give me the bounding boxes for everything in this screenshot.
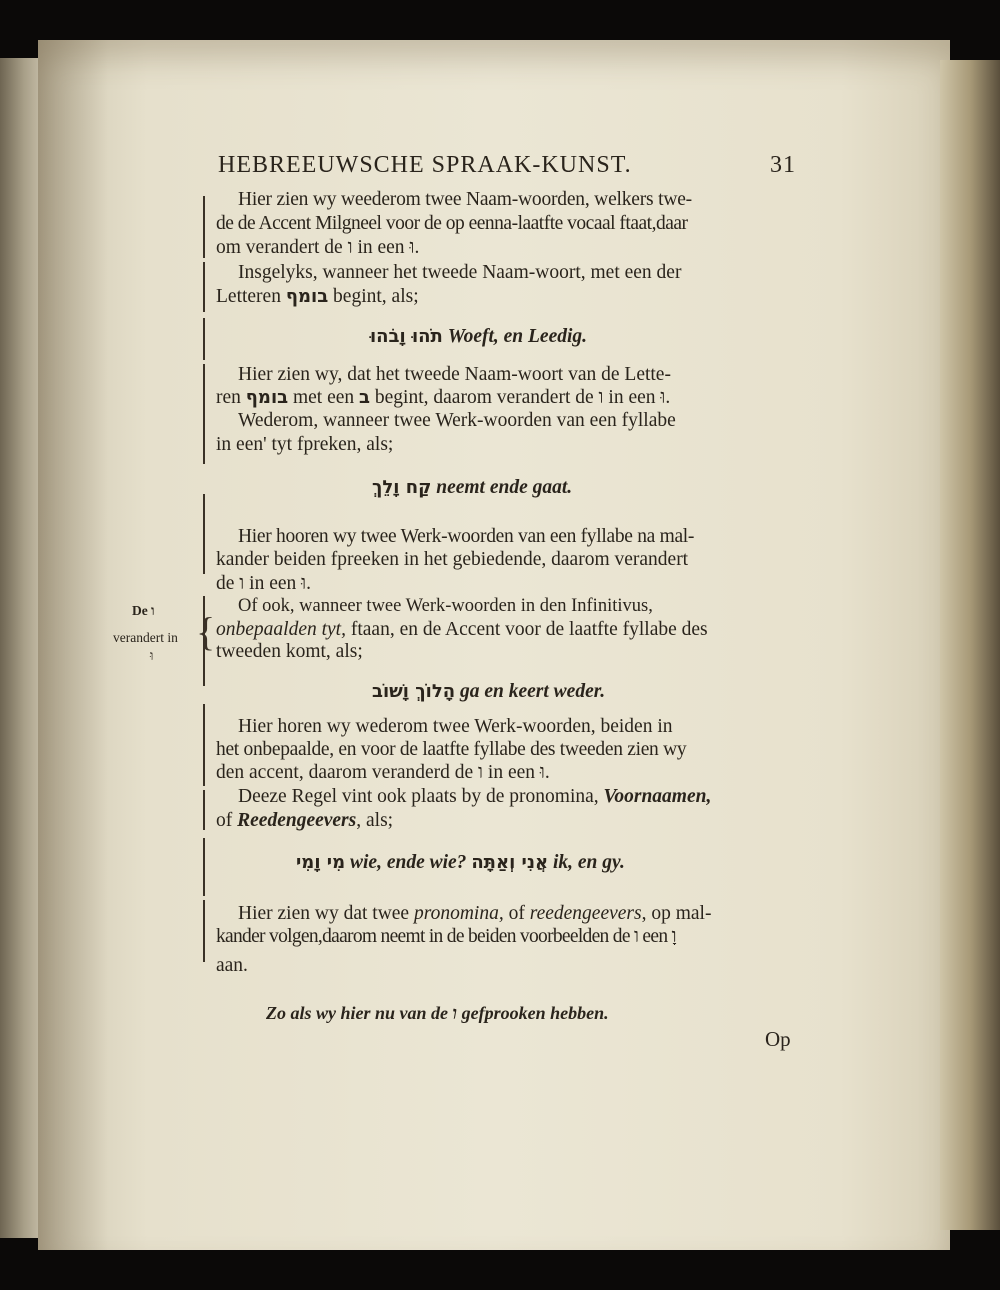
text-line: Hier hooren wy twee Werk-woorden van een fyllabe na mal- (238, 526, 695, 547)
hebrew-example: מִי וָמִי (296, 852, 346, 873)
text-line: aan. (216, 955, 248, 976)
margin-bracket (203, 364, 205, 464)
margin-note-line3: וּ (150, 648, 154, 663)
margin-bracket (203, 838, 205, 896)
text-line: in een' tyt fpreken, als; (216, 434, 394, 455)
text-line (216, 286, 419, 308)
page-number: 31 (770, 152, 796, 178)
hebrew-letter: ב (359, 387, 371, 408)
text-span: ftaan, en de Accent voor de laatfte fyllabe des (350, 619, 708, 640)
margin-brace: { (196, 609, 216, 654)
margin-bracket (203, 790, 205, 830)
text-line (238, 786, 711, 808)
text-span-italic: Reedengeevers (237, 810, 357, 831)
text-line (216, 810, 393, 832)
margin-bracket (203, 704, 205, 786)
text-span: of (216, 810, 233, 831)
text-line: om verandert de ו in een וּ. (216, 237, 420, 258)
text-line (216, 619, 708, 641)
text-span-italic: onbepaalden tyt, (216, 619, 346, 640)
text-line: Hier zien wy, dat het tweede Naam-woort van de Lette- (238, 364, 671, 385)
margin-bracket (203, 494, 205, 574)
example-line (372, 477, 572, 499)
example-line (372, 681, 605, 703)
translation: neemt ende gaat. (436, 477, 573, 498)
example-line (370, 326, 587, 348)
text-line: Insgelyks, wanneer het tweede Naam-woort, met een der (238, 262, 682, 283)
text-span-italic: pronomina, (413, 903, 504, 924)
translation: ik, en gy. (552, 852, 625, 873)
text-span: Hier zien wy dat twee (238, 903, 410, 924)
text-line (238, 903, 711, 925)
text-span: , op mal- (641, 903, 712, 924)
text-span-italic: reedengeevers (529, 903, 642, 924)
text-line: kander volgen,daarom neemt in de beiden voorbeelden de ו een וָ (216, 926, 676, 947)
text-span: ren (216, 387, 241, 408)
text-line: de de Accent Milgneel voor de op eenna-laatfte vocaal ftaat,daar (216, 213, 688, 234)
text-span: , als; (356, 810, 394, 831)
margin-note-line2: verandert in (113, 630, 178, 645)
catchword: Op (765, 1027, 791, 1051)
text-line: Of ook, wanneer twee Werk-woorden in den Infinitivus, (238, 596, 653, 616)
text-span-italic: Voornaamen, (603, 786, 712, 807)
text-span: Letteren (216, 286, 281, 307)
text-line: Wederom, wanneer twee Werk-woorden van een fyllabe (238, 410, 676, 431)
text-line (216, 387, 670, 409)
text-line: tweeden komt, als; (216, 641, 363, 662)
translation: wie, ende wie? (349, 852, 467, 873)
translation: Woeft, en Leedig. (447, 326, 588, 347)
text-line: kander beiden fpreeken in het gebiedende, daarom verandert (216, 549, 689, 570)
hebrew-example: אֲנִי וְאַתָּה (471, 852, 549, 873)
translation: ga en keert weder. (459, 681, 606, 702)
hebrew-example: הָלוֹךְ וָשׁוֹב (372, 681, 456, 702)
hebrew-example: תֹהוּ וָבֹהוּ (370, 326, 443, 347)
closing-line: Zo als wy hier nu van de ו gefprooken hebben. (266, 1003, 609, 1023)
text-span: of (508, 903, 525, 924)
running-title: HEBREEUWSCHE SPRAAK-KUNST. (218, 152, 632, 178)
margin-note-line1: De ו (132, 603, 155, 618)
example-line (296, 852, 625, 874)
margin-bracket (203, 900, 205, 962)
text-span: begint, daarom verandert de ו in een וּ. (374, 387, 671, 408)
text-span: Deeze Regel vint ook plaats by de pronomina, (238, 786, 599, 807)
text-line: Hier zien wy weederom twee Naam-woorden, welkers twe- (238, 189, 692, 210)
margin-bracket (203, 196, 205, 258)
hebrew-word: בומף (285, 286, 329, 307)
text-line: den accent, daarom veranderd de ו in een וּ. (216, 762, 550, 783)
hebrew-word: בומף (245, 387, 289, 408)
margin-bracket (203, 318, 205, 360)
margin-bracket (203, 262, 205, 312)
facing-page-edge (0, 58, 40, 1238)
text-line: het onbepaalde, en voor de laatfte fyllabe des tweeden zien wy (216, 739, 687, 760)
text-line: Hier horen wy wederom twee Werk-woorden, beiden in (238, 716, 673, 737)
hebrew-example: קַח וָלֵךְ (372, 477, 432, 498)
text-span: begint, als; (333, 286, 419, 307)
page-gutter-shadow (38, 40, 108, 1250)
text-span: met een (292, 387, 355, 408)
page-fore-edge (940, 60, 1000, 1230)
text-line: de ו in een וּ. (216, 573, 312, 594)
